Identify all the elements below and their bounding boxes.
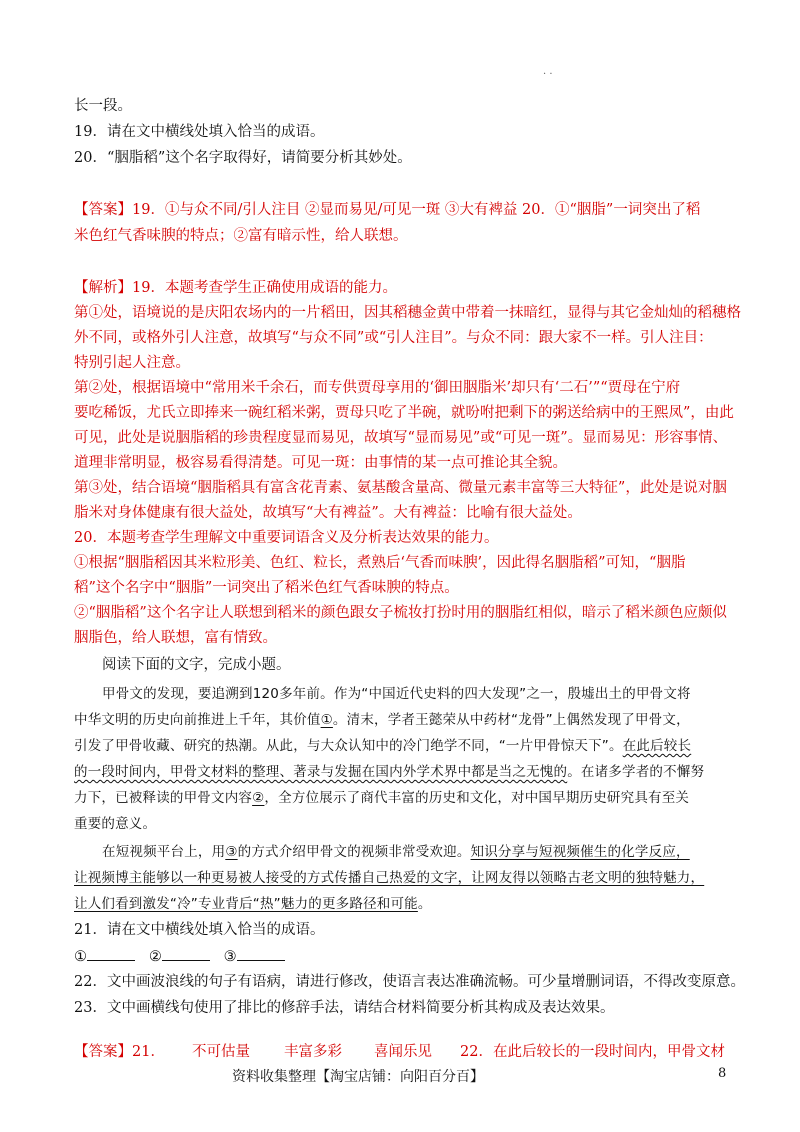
analysis-line: 脂米对身体健康有很大益处，故填写“大有裨益”。大有裨益：比喻有很大益处。: [74, 505, 582, 521]
blank-line: [162, 946, 210, 961]
analysis-line: 第①处，语境说的是庆阳农场内的一片稻田，因其稻穗金黄中带着一抹暗红，显得与其它金灿灿的稻穗格: [74, 305, 741, 321]
passage-line: [74, 762, 704, 782]
blank-3: ③: [225, 844, 238, 860]
analysis-line: 第③处，结合语境“胭脂稻具有富含花青素、氨基酸含量高、微量元素丰富等三大特征”，此处是说对胭: [74, 480, 727, 496]
passage-text: 的方式介绍甲骨文的视频非常受欢迎。: [237, 844, 471, 860]
underlined-sentence: 让人们看到激发“冷”专业背后“热”魅力的更多路径和可能: [74, 896, 418, 912]
passage-text: 。在诸多学者的不懈努: [567, 764, 705, 780]
analysis-line: 要吃稀饭，尤氏立即捧来一碗红稻米粥，贾母只吃了半碗，就吩咐把剩下的粥送给病中的王熙凤”，由此: [74, 405, 734, 421]
blank-label: ①: [74, 949, 87, 965]
question-19: 19．请在文中横线处填入恰当的成语。: [74, 124, 325, 140]
underlined-sentence: 知识分享与短视频催生的化学反应，: [470, 844, 690, 860]
blank-label: ③: [223, 949, 237, 965]
answer-line: 【答案】19．①与众不同/引人注目 ②显而易见/可见一斑 ③大有裨益 20．①“胭脂”一词突出了稻: [74, 202, 701, 218]
text-line: 长一段。: [74, 98, 132, 114]
analysis-line: 可见，此处是说胭脂稻的珍贵程度显而易见，故填写“显而易见”或“可见一斑”。显而易见：形容事情、: [74, 430, 728, 446]
page-number: 8: [718, 1066, 727, 1081]
analysis-line: ①根据“胭脂稻因其米粒形美、色红、粒长，煮熟后‘气香而味腴’，因此得名胭脂稻”可知，“胭脂: [74, 555, 686, 571]
answer-line: 米色红气香味腴的特点；②富有暗示性，给人联想。: [74, 228, 408, 244]
underlined-sentence: 让视频博主能够以一种更易被人接受的方式传播自己热爱的文字，让网友得以领略古老文明的独特魅力，: [74, 870, 705, 886]
wavy-sentence: 的一段时间内，甲骨文材料的整理、著录与发掘在国内外学术界中都是当之无愧的: [74, 764, 568, 780]
passage-line: [102, 842, 690, 862]
question-23: 23．文中画横线句使用了排比的修辞手法，请结合材料简要分析其构成及表达效果。: [74, 1000, 615, 1016]
passage-line: [74, 788, 689, 808]
analysis-line: 20．本题考查学生理解文中重要词语含义及分析表达效果的能力。: [74, 530, 499, 546]
question-20: 20．“胭脂稻”这个名字取得好，请简要分析其妙处。: [74, 150, 412, 166]
answer-label: 【答案】21．: [74, 1044, 165, 1060]
passage-text: 在短视频平台上，用: [102, 844, 226, 860]
passage-text: 力下，已被释读的甲骨文内容: [74, 790, 253, 806]
analysis-line: 道理非常明显，极容易看得清楚。可见一斑：由事情的某一点可推论其全貌。: [74, 455, 567, 471]
blank-2: ②: [252, 790, 265, 806]
passage-line: [74, 736, 691, 756]
passage-text: ，全方位展示了商代丰富的历史和文化，对中国早期历史研究具有至关: [264, 790, 690, 806]
answer-blanks: [74, 946, 285, 967]
analysis-line: 胭脂色，给人联想，富有情致。: [74, 630, 277, 646]
passage-text: 。清末，学者王懿荣从中药材“龙骨”上偶然发现了甲骨文，: [332, 712, 690, 728]
page-marker-dots: · ·: [543, 69, 553, 80]
analysis-line: ②“胭脂稻”这个名字让人联想到稻米的颜色跟女子梳妆打扮时用的胭脂红相似，暗示了稻米颜色应颇似: [74, 605, 727, 621]
analysis-line: 特别引起人注意。: [74, 355, 190, 371]
passage-line: [74, 710, 690, 730]
answer-21-3: 喜闻乐见: [374, 1044, 432, 1060]
answer-21-2: 丰富多彩: [284, 1044, 342, 1060]
passage-text: 中华文明的历史向前推进上千年，其价值: [74, 712, 321, 728]
passage-line: [74, 868, 704, 888]
analysis-line: 稻”这个名字中“胭脂”一词突出了稻米色红气香味腴的特点。: [74, 580, 459, 596]
passage-line: 甲骨文的发现，要追溯到120多年前。作为“中国近代史料的四大发现”之一，殷墟出土的甲骨文将: [102, 686, 691, 702]
reading-intro: 阅读下面的文字，完成小题。: [102, 657, 291, 673]
analysis-line: 外不同，或格外引人注意，故填写“与众不同”或“引人注目”。与众不同：跟大家不一样。引人注目：: [74, 330, 713, 346]
answer-22: 22．在此后较长的一段时间内，甲骨文材: [460, 1044, 725, 1060]
blank-label: ②: [148, 949, 162, 965]
question-22: 22．文中画波浪线的句子有语病，请进行修改，使语言表达准确流畅。可少量增删词语，不得改变原意。: [74, 974, 745, 990]
question-21: 21．请在文中横线处填入恰当的成语。: [74, 922, 325, 938]
blank-line: [87, 946, 135, 961]
passage-text: 引发了甲骨收藏、研究的热潮。从此，与大众认知中的冷门绝学不同，“一片甲骨惊天下”。: [74, 738, 623, 754]
analysis-line: 【解析】19．本题考查学生正确使用成语的能力。: [74, 280, 397, 296]
passage-line: [74, 894, 432, 914]
wavy-sentence: 在此后较长: [622, 738, 692, 754]
blank-line: [237, 946, 285, 961]
blank-1: ①: [320, 712, 333, 728]
passage-line: 重要的意义。: [74, 816, 157, 832]
analysis-line: 第②处，根据语境中“常用米千余石，而专供贾母享用的‘御田胭脂米’却只有‘二石’”“贾母在宁府: [74, 380, 681, 396]
passage-text: 。: [417, 896, 432, 912]
footer-text: 资料收集整理【淘宝店铺：向阳百分百】: [232, 1069, 484, 1085]
answer-21-1: 不可估量: [192, 1044, 250, 1060]
